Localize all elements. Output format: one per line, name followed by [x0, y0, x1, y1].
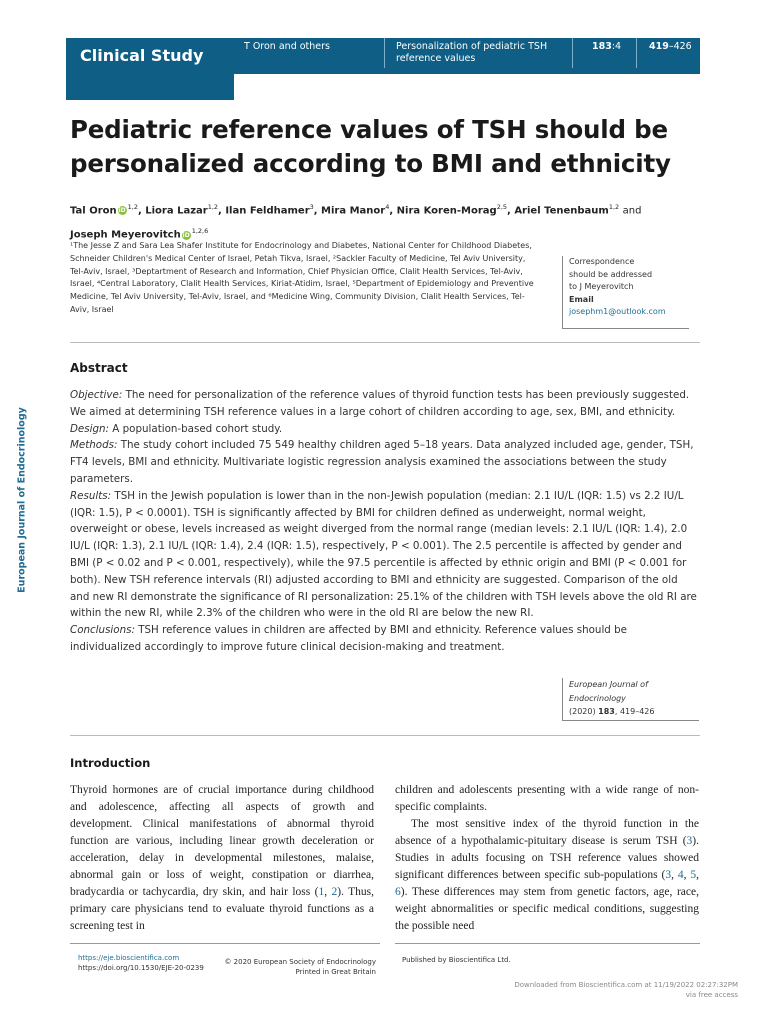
header-pages-end: –426 [668, 41, 692, 52]
header-divider [572, 38, 573, 68]
author-affil-sup: 1,2,6 [191, 227, 209, 236]
abstract-objective [70, 387, 700, 421]
reference-link[interactable]: 2 [331, 886, 338, 898]
abstract-heading: Abstract [70, 361, 128, 375]
author-affil-sup: 4 [385, 203, 390, 211]
header-issue: :4 [611, 41, 622, 52]
abstract-label: Objective: [70, 389, 123, 401]
journal-url-link[interactable]: https://eje.bioscientifica.com [78, 954, 180, 962]
header-pages [649, 41, 692, 53]
correspondence-box [562, 256, 689, 329]
abstract-methods [70, 437, 700, 487]
intro-text: , [696, 869, 699, 881]
citation-volume: 183 [598, 707, 615, 716]
intro-text: ). These differences may stem from genetic factors, age, race, weight abnormalities or specific medical conditions, suggesting the possible need [395, 886, 699, 932]
correspondence-line: Correspondence [569, 257, 635, 266]
section-banner [66, 38, 234, 100]
access-text: via free access [685, 991, 738, 999]
orcid-icon[interactable]: iD [118, 207, 126, 215]
section-divider [70, 342, 700, 343]
citation-year: (2020) [569, 707, 599, 716]
author-affil-sup: 1,2 [608, 203, 620, 211]
email-link[interactable]: josephm1@outlook.com [569, 307, 666, 316]
introduction-heading: Introduction [70, 756, 151, 770]
copyright-text: © 2020 European Society of Endocrinology [224, 958, 376, 966]
doi-link[interactable]: https://doi.org/10.1530/EJE-20-0239 [78, 964, 204, 972]
orcid-icon[interactable]: iD [182, 231, 190, 239]
intro-paragraph [395, 816, 699, 935]
header-authors: T Oron and others [244, 41, 331, 52]
author-affil-sup: 3 [309, 203, 314, 211]
abstract-conclusions [70, 622, 700, 656]
author-affil-sup: 1,2 [127, 203, 138, 211]
reference-link[interactable]: 4 [677, 869, 684, 881]
intro-text: , [683, 869, 691, 881]
citation-journal: European Journal of [569, 680, 648, 689]
intro-paragraph: children and adolescents presenting with a wide range of non-specific complaints. [395, 784, 699, 813]
section-label: Clinical Study [80, 46, 204, 65]
footer-publisher: Published by Bioscientifica Ltd. [402, 956, 511, 964]
reference-link[interactable]: 3 [686, 835, 693, 847]
intro-column-left [70, 782, 374, 935]
abstract-text: The need for personalization of the reference values of thyroid function tests has been previously suggested. We aimed at determining TSH reference values in a large cohort of children according to age, sex, BMI, and ethnicity. [70, 389, 690, 418]
header-volume-issue [592, 41, 621, 53]
author-list: Tal Oron iD $^{1,2}$, Liora Lazar$^{1,2}$, Ilan Feldhamer$^3$, Mira Manor$^4$, Nira Koren-Morag$^{2,5}$, Ariel Tenenbaum$^{1,2}$ and Joseph Meyerovitch iD $^{1,2,6}$ [70, 203, 642, 241]
intro-text: ). Thus, primary care physicians tend to evaluate thyroid functions as a screening test in [70, 886, 375, 932]
abstract-label: Design: [70, 422, 110, 435]
section-divider [70, 735, 700, 736]
intro-text: , [671, 869, 678, 881]
citation-box [562, 678, 699, 721]
abstract-body [70, 387, 700, 656]
journal-side-label: European Journal of Endocrinology [16, 407, 28, 593]
reference-link[interactable]: 3 [665, 869, 672, 881]
abstract-text: The study cohort included 75 549 healthy children aged 5–18 years. Data analyzed included age, gender, TSH, FT4 levels, BMI and ethnicity. Multivariate logistic regression analysis examined the associations between the study parameters. [70, 439, 694, 485]
abstract-results [70, 488, 700, 622]
author-name: Ilan Feldhamer [225, 205, 310, 217]
author-affil-sup: 1,2 [207, 203, 219, 211]
footer-download-notice [460, 980, 738, 1000]
correspondence-line: to J Meyerovitch [569, 282, 634, 291]
footer-links [78, 953, 204, 973]
author-name: Joseph Meyerovitch [70, 229, 181, 241]
reference-link[interactable]: 6 [395, 886, 401, 898]
citation-journal: Endocrinology [569, 693, 626, 703]
running-header [234, 38, 700, 74]
paper-title: Pediatric reference values of TSH should be personalized according to BMI and ethnicity [70, 115, 671, 178]
header-pages-start: 419 [649, 41, 669, 52]
intro-text: The most sensitive index of the thyroid function in the absence of a hypothalamic-pituitary disease is serum TSH ( [395, 818, 699, 847]
abstract-label: Methods: [70, 439, 118, 452]
citation-ref [569, 705, 699, 719]
reference-link[interactable]: 5 [690, 869, 697, 881]
reference-link[interactable]: 1 [318, 886, 325, 898]
citation-pages: , 419–426 [614, 707, 655, 716]
abstract-label: Conclusions: [70, 624, 135, 637]
intro-text: Thyroid hormones are of crucial importance during childhood and adolescence, affecting all aspects of growth and development. Clinical manifestations of abnormal thyroid function are various, including linear growth deceleration or acceleration, delay in developmental milestones, malaise, abnormal gain or loss of weight, constipation or diarrhea, bradycardia or tachycardia, dry skin, and hair loss ( [70, 784, 374, 898]
footer-divider [70, 943, 380, 944]
header-running-title: Personalization of pediatric TSH reference values [396, 41, 548, 64]
intro-paragraph [70, 782, 374, 935]
abstract-text: TSH reference values in children are affected by BMI and ethnicity. Reference values should be individualized accordingly to improve future clinical decision-making and treatment. [70, 624, 627, 653]
download-text: Downloaded from Bioscientifica.com at 11/19/2022 02:27:32PM [514, 981, 738, 989]
intro-text: ). Studies in adults focusing on TSH reference values showed significant differences between specific sub-populations ( [395, 835, 699, 881]
author-name: Liora Lazar [145, 205, 208, 217]
header-volume: 183 [592, 41, 612, 52]
abstract-text: A population-based cohort study. [109, 422, 283, 435]
abstract-label: Results: [70, 489, 112, 502]
header-divider [636, 38, 637, 68]
author-name: Nira Koren-Morag [396, 205, 497, 217]
abstract-text: TSH in the Jewish population is lower than in the non-Jewish population (median: 2.1 IU/L (IQR: 1.5) vs 2.2 IU/L (IQR: 1.5), P < 0.0001). TSH is significantly affected by BMI for children defined as underweight, normal weight, overweight or obese, levels increased as weight diverged from the normal range (median levels: 2.1 IU/L (IQR: 1.4), 2.0 IU/L (IQR: 1.3), 2.1 IU/L (IQR: 1.4), 2.4 (IQR: 1.5), respectively, P < 0.001). The 2.5 percentile is affected by gender and BMI (P < 0.02 and P < 0.001, respectively), while the 97.5 percentile is affected by ethnic origin and BMI (P < 0.001 for both). New TSH reference intervals (RI) adjusted according to BMI and ethnicity are suggested. Comparison of the old and new RI demonstrate the significance of RI personalization: 25.1% of the children with TSH levels above the old RI are within the new RI, while 2.3% of the children who were in the old RI are below the new RI. [70, 489, 697, 620]
author-affil-sup: 2,5 [496, 203, 508, 211]
author-name: Tal Oron [70, 205, 117, 217]
abstract-design [70, 421, 700, 438]
author-name: Ariel Tenenbaum [514, 205, 609, 217]
author-and: and [622, 205, 642, 217]
email-label: Email [569, 294, 594, 304]
footer-copyright [210, 957, 376, 977]
intro-text: , [324, 886, 332, 898]
intro-column-right [395, 782, 699, 935]
footer-divider [395, 943, 700, 944]
correspondence-line: should be addressed [569, 269, 653, 279]
affiliations: ¹The Jesse Z and Sara Lea Shafer Institute for Endocrinology and Diabetes, National Center for Childhood Diabetes, Schneider Children's Medical Center of Israel, Petah Tikva, Israel, ²Sackler Faculty of Medicine, Tel Aviv University, Tel-Aviv, Israel, ³Deptartment of Research and Information, Chief Physician Office, Clalit Health Services, Tel-Aviv, Israel, ⁴Central Laboratory, Clalit Health Services, Kiriat-Atidim, Israel, ⁵Department of Epidemiology and Preventive Medicine, Tel Aviv University, Tel-Aviv, Israel, and ⁶Medicine Wing, Community Division, Clalit Health Services, Tel-Aviv, Israel [70, 241, 534, 314]
author-name: Mira Manor [321, 205, 386, 217]
printed-text: Printed in Great Britain [295, 968, 376, 976]
header-divider [384, 38, 385, 68]
